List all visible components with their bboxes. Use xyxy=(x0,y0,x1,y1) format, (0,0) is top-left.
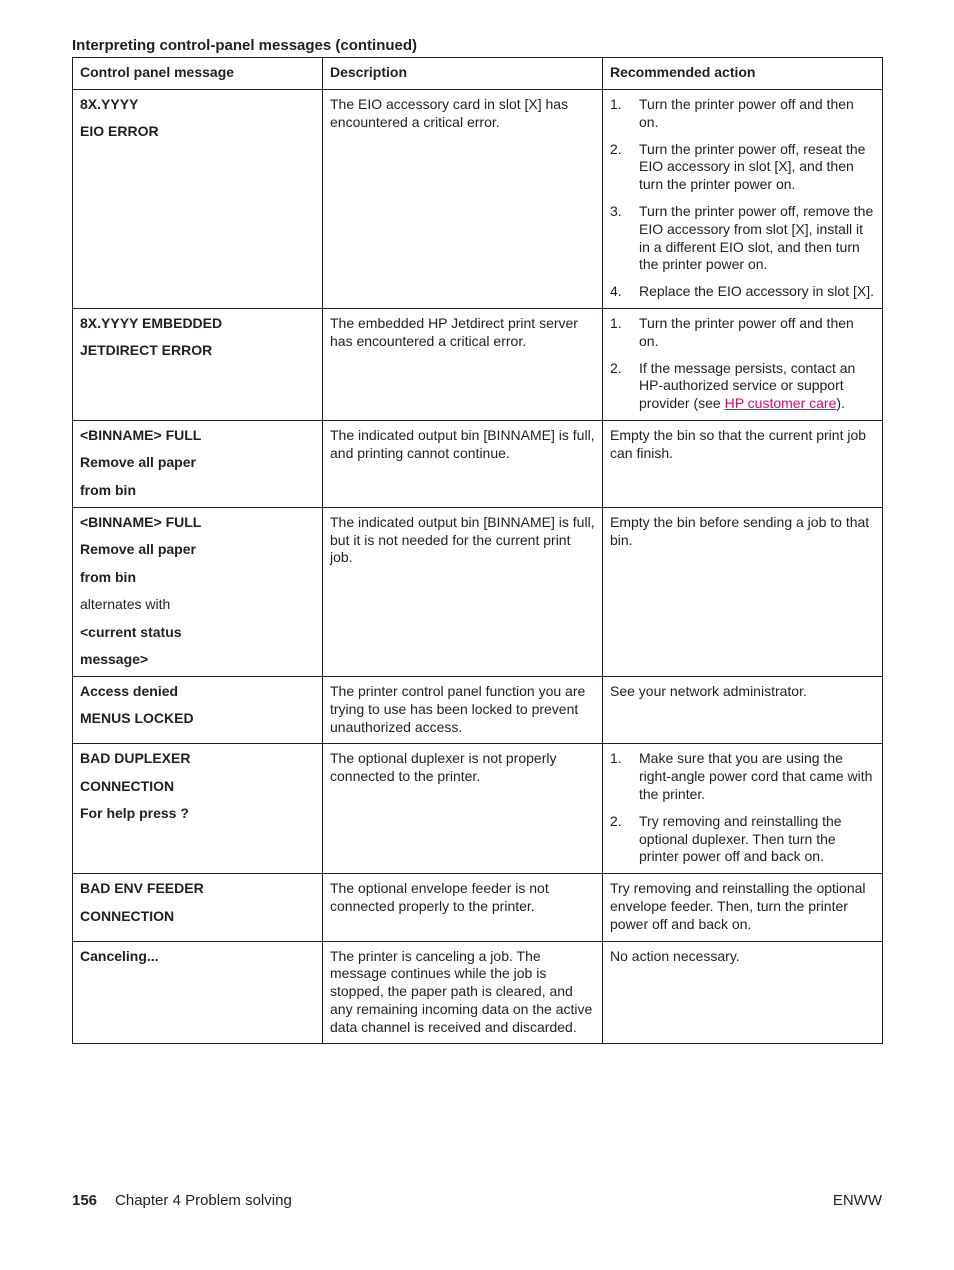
message-line: EIO ERROR xyxy=(80,123,159,140)
step-text-before: If the message persists, contact an HP-authorized service or support provider (see xyxy=(639,359,856,412)
messages-table xyxy=(72,57,883,1044)
message-cell xyxy=(73,941,323,1044)
chapter-title: Chapter 4 Problem solving xyxy=(115,1192,292,1209)
description-cell: The printer control panel function you are trying to use has been locked to prevent unauthorized access. xyxy=(323,676,603,743)
message-line: CONNECTION xyxy=(80,907,175,924)
action-cell: No action necessary. xyxy=(603,941,883,1044)
header-action: Recommended action xyxy=(603,58,883,90)
description-cell: The printer is canceling a job. The message continues while the job is stopped, the paper path is cleared, and any remaining incoming data on the active data channel is received and discarded. xyxy=(323,941,603,1044)
description-cell: The indicated output bin [BINNAME] is full, and printing cannot continue. xyxy=(323,420,603,507)
message-line: alternates with xyxy=(80,596,171,613)
table-row xyxy=(73,90,883,309)
message-cell xyxy=(73,507,323,676)
step-number: 2. xyxy=(610,140,622,157)
message-line: from bin xyxy=(80,568,136,585)
message-cell xyxy=(73,308,323,420)
action-cell: Empty the bin so that the current print job can finish. xyxy=(603,420,883,507)
description-cell: The optional duplexer is not properly connected to the printer. xyxy=(323,744,603,874)
header-message: Control panel message xyxy=(73,58,323,90)
message-line: For help press ? xyxy=(80,805,189,822)
step-number: 3. xyxy=(610,202,622,219)
table-row xyxy=(73,744,883,874)
description-cell: The embedded HP Jetdirect print server has encountered a critical error. xyxy=(323,308,603,420)
message-cell xyxy=(73,744,323,874)
table-body xyxy=(73,90,883,1044)
step-text: Turn the printer power off and then on. xyxy=(639,96,854,130)
action-cell xyxy=(603,308,883,420)
step-text-after: ). xyxy=(836,395,845,412)
action-cell xyxy=(603,744,883,874)
action-cell xyxy=(603,90,883,309)
action-step xyxy=(610,141,875,194)
action-steps-list xyxy=(610,750,875,866)
description-cell: The indicated output bin [BINNAME] is full, but it is not needed for the current print job. xyxy=(323,507,603,676)
table-row xyxy=(73,308,883,420)
action-step xyxy=(610,203,875,274)
page-number: 156 xyxy=(72,1192,98,1209)
step-text: Try removing and reinstalling the optional duplexer. Then turn the printer power off and back on. xyxy=(639,812,842,865)
action-step xyxy=(610,360,875,413)
action-cell: Empty the bin before sending a job to that bin. xyxy=(603,507,883,676)
step-text: Replace the EIO accessory in slot [X]. xyxy=(639,283,874,300)
step-text: Make sure that you are using the right-angle power cord that came with the printer. xyxy=(639,750,873,802)
table-header-row xyxy=(73,58,883,90)
message-line: BAD DUPLEXER xyxy=(80,750,191,767)
message-line: JETDIRECT ERROR xyxy=(80,342,213,359)
step-number: 1. xyxy=(610,750,622,767)
message-line: CONNECTION xyxy=(80,777,175,794)
step-number: 1. xyxy=(610,96,622,112)
table-row xyxy=(73,941,883,1044)
action-step xyxy=(610,283,875,301)
message-line: Remove all paper xyxy=(80,454,196,471)
action-step xyxy=(610,750,875,803)
message-line: 8X.YYYY EMBEDDED xyxy=(80,314,223,331)
action-steps-list xyxy=(610,315,875,413)
step-number: 4. xyxy=(610,283,622,300)
step-text: Turn the printer power off, reseat the EIO accessory in slot [X], and then turn the printer power on. xyxy=(639,140,866,193)
message-cell xyxy=(73,90,323,309)
table-row xyxy=(73,420,883,507)
action-step xyxy=(610,96,875,132)
table-row xyxy=(73,676,883,743)
action-cell: Try removing and reinstalling the optional envelope feeder. Then, turn the printer power off and back on. xyxy=(603,874,883,941)
message-line: BAD ENV FEEDER xyxy=(80,880,204,897)
message-line: Canceling... xyxy=(80,947,159,964)
message-line: Access denied xyxy=(80,682,179,699)
action-steps-list xyxy=(610,96,875,301)
action-step xyxy=(610,315,875,351)
message-line: 8X.YYYY xyxy=(80,96,139,112)
message-line: from bin xyxy=(80,481,136,498)
action-cell: See your network administrator. xyxy=(603,676,883,743)
page-footer-right: ENWW xyxy=(832,1192,882,1209)
message-line: message> xyxy=(80,651,149,668)
message-cell xyxy=(73,420,323,507)
message-cell xyxy=(73,676,323,743)
message-line: <BINNAME> FULL xyxy=(80,513,202,530)
table-row xyxy=(73,874,883,941)
description-cell: The EIO accessory card in slot [X] has encountered a critical error. xyxy=(323,90,603,309)
message-cell xyxy=(73,874,323,941)
header-description: Description xyxy=(323,58,603,90)
table-caption: Interpreting control-panel messages (continued) xyxy=(72,37,418,54)
message-line: Remove all paper xyxy=(80,541,196,558)
message-line: MENUS LOCKED xyxy=(80,710,194,727)
message-line: <current status xyxy=(80,623,182,640)
step-number: 2. xyxy=(610,359,622,376)
hp-customer-care-link[interactable]: HP customer care xyxy=(724,395,837,412)
action-step xyxy=(610,813,875,866)
description-cell: The optional envelope feeder is not connected properly to the printer. xyxy=(323,874,603,941)
step-text: Turn the printer power off and then on. xyxy=(639,314,854,349)
message-line: <BINNAME> FULL xyxy=(80,426,202,443)
step-number: 1. xyxy=(610,314,622,331)
step-text: Turn the printer power off, remove the EIO accessory from slot [X], install it in a different EIO slot, and then turn the printer power on. xyxy=(639,202,874,273)
table-row xyxy=(73,507,883,676)
step-number: 2. xyxy=(610,812,622,829)
page-footer-left xyxy=(72,1192,292,1209)
